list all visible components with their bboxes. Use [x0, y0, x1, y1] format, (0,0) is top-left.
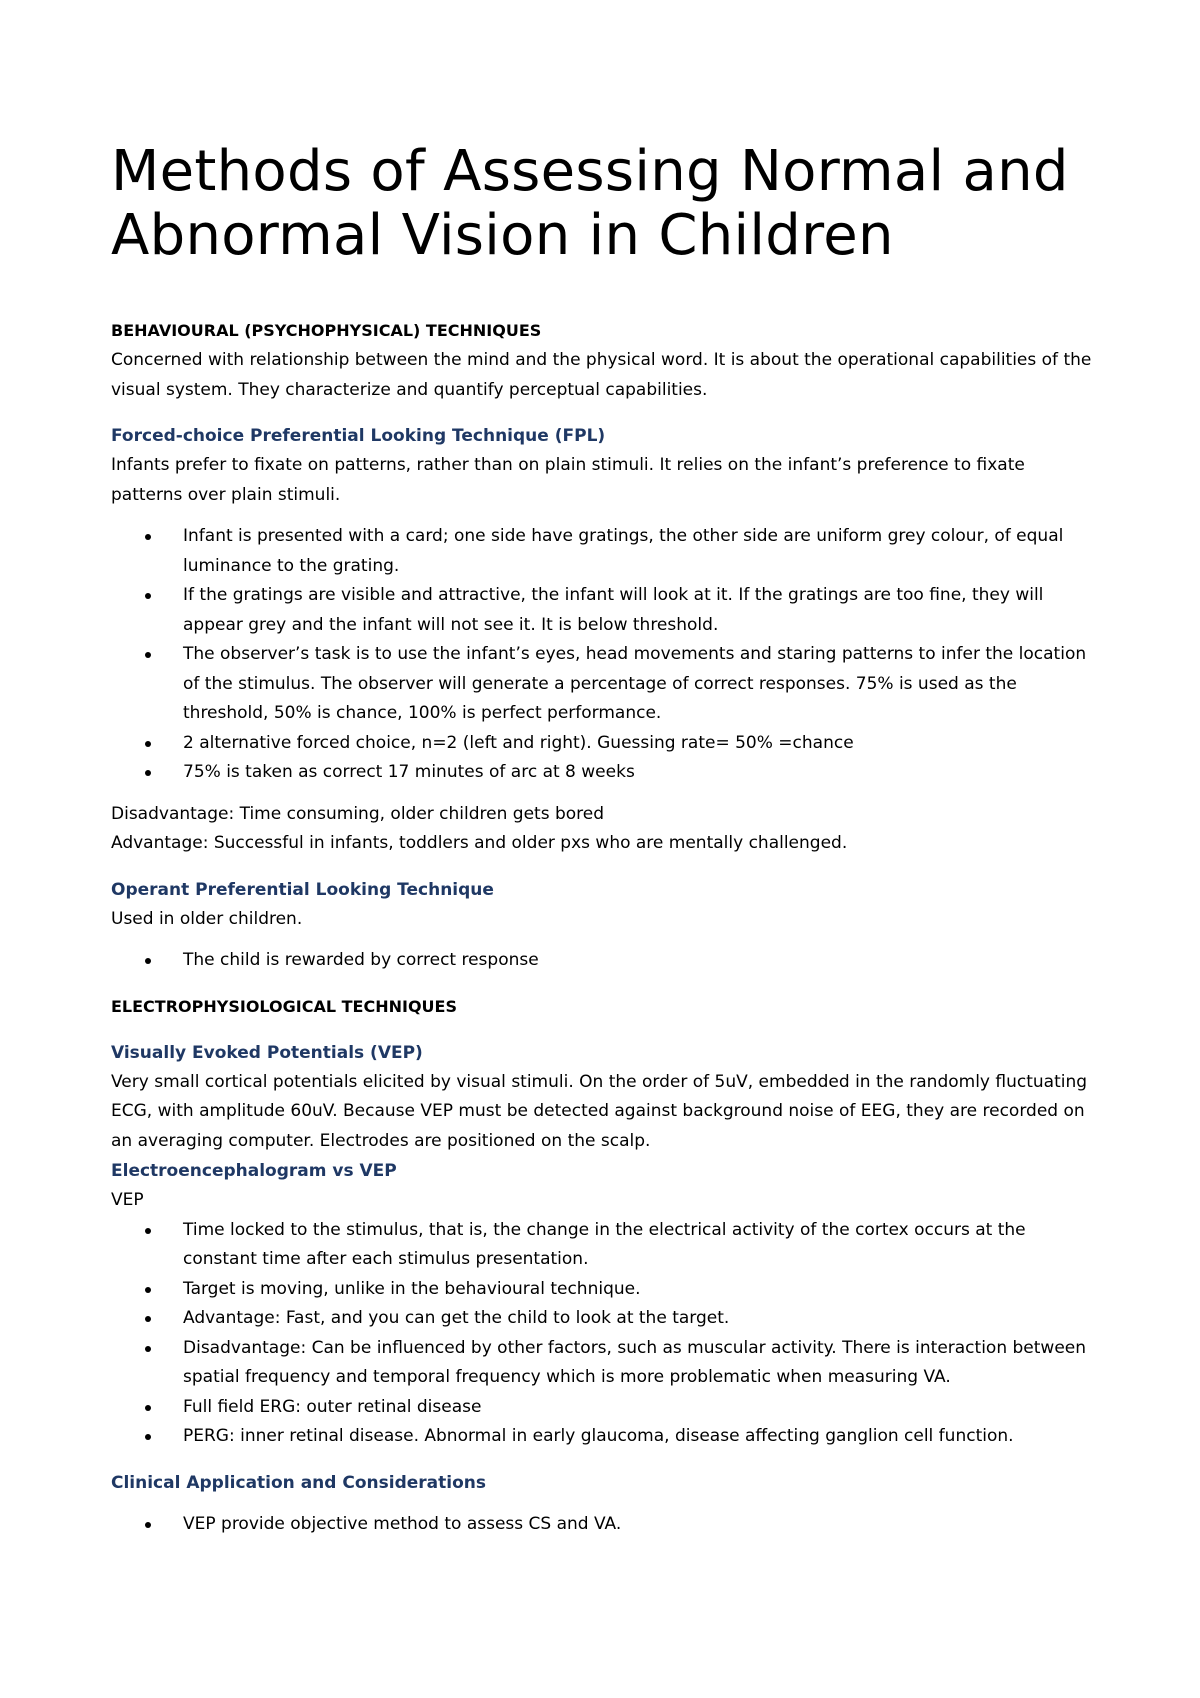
- list-item: Time locked to the stimulus, that is, the change in the electrical activity of the cortex occurs at the constant time after each stimulus presentation.: [111, 1216, 1101, 1275]
- operant-paragraph: Used in older children.: [111, 908, 303, 929]
- document-title: [111, 140, 1101, 268]
- list-item: 2 alternative forced choice, n=2 (left and right). Guessing rate= 50% =chance: [111, 729, 1101, 759]
- document-page: [111, 140, 1101, 1539]
- list-item: Advantage: Fast, and you can get the child to look at the target.: [111, 1304, 1101, 1334]
- list-item: Disadvantage: Can be influenced by other factors, such as muscular activity. There is interaction between spatial frequency and temporal frequency which is more problematic when measuring VA.: [111, 1334, 1101, 1393]
- behavioural-paragraph: Concerned with relationship between the mind and the physical word. It is about the operational capabilities of the visual system. They characterize and quantify perceptual capabilities.: [111, 350, 1092, 400]
- list-item: VEP provide objective method to assess CS and VA.: [111, 1510, 1101, 1540]
- clinical-heading: Clinical Application and Considerations: [111, 1472, 486, 1493]
- list-item: The child is rewarded by correct response: [111, 946, 1101, 976]
- title-line-2: Abnormal Vision in Children: [111, 203, 894, 268]
- vep-heading: Visually Evoked Potentials (VEP): [111, 1042, 423, 1063]
- list-item: If the gratings are visible and attractive, the infant will look at it. If the gratings are too fine, they will appear grey and the infant will not see it. It is below threshold.: [111, 581, 1101, 640]
- eeg-bullet-list: [111, 1216, 1101, 1452]
- bullet-icon: [145, 652, 151, 658]
- list-item: 75% is taken as correct 17 minutes of arc at 8 weeks: [111, 758, 1101, 788]
- eeg-heading: Electroencephalogram vs VEP: [111, 1161, 397, 1181]
- fpl-disadvantage: Disadvantage: Time consuming, older children gets bored: [111, 803, 605, 824]
- bullet-icon: [145, 1346, 151, 1352]
- electro-heading: ELECTROPHYSIOLOGICAL TECHNIQUES: [111, 996, 457, 1016]
- fpl-bullet-list: [111, 522, 1101, 788]
- operant-bullet-list: [111, 946, 1101, 976]
- bullet-icon: [145, 958, 151, 964]
- fpl-paragraph: Infants prefer to fixate on patterns, rather than on plain stimuli. It relies on the infant’s preference to fixate patterns over plain stimuli.: [111, 455, 1025, 505]
- bullet-icon: [145, 1287, 151, 1293]
- bullet-icon: [145, 593, 151, 599]
- list-item: Full field ERG: outer retinal disease: [111, 1393, 1101, 1423]
- vep-paragraph: Very small cortical potentials elicited by visual stimuli. On the order of 5uV, embedded in the randomly fluctuating ECG, with amplitude 60uV. Because VEP must be detected against background noise of EEG, they are recorded on an averaging computer. Electrodes are positioned on the scalp.: [111, 1071, 1088, 1151]
- eeg-paragraph: VEP: [111, 1190, 144, 1210]
- title-line-1: Methods of Assessing Normal and: [111, 139, 1069, 204]
- list-item: The observer’s task is to use the infant’s eyes, head movements and staring patterns to infer the location of the stimulus. The observer will generate a percentage of correct responses. 75% is used as the threshold, 50% is chance, 100% is perfect performance.: [111, 640, 1101, 729]
- behavioural-heading: BEHAVIOURAL (PSYCHOPHYSICAL) TECHNIQUES: [111, 321, 542, 340]
- list-item: Target is moving, unlike in the behavioural technique.: [111, 1275, 1101, 1305]
- operant-heading: Operant Preferential Looking Technique: [111, 879, 494, 900]
- bullet-icon: [145, 1316, 151, 1322]
- fpl-advantage: Advantage: Successful in infants, toddlers and older pxs who are mentally challenged.: [111, 833, 848, 853]
- fpl-heading: Forced-choice Preferential Looking Technique (FPL): [111, 426, 606, 446]
- bullet-icon: [145, 741, 151, 747]
- bullet-icon: [145, 1522, 151, 1528]
- clinical-bullet-list: [111, 1510, 1101, 1540]
- list-item: Infant is presented with a card; one side have gratings, the other side are uniform grey colour, of equal luminance to the grating.: [111, 522, 1101, 581]
- bullet-icon: [145, 1228, 151, 1234]
- bullet-icon: [145, 1434, 151, 1440]
- bullet-icon: [145, 534, 151, 540]
- list-item: PERG: inner retinal disease. Abnormal in early glaucoma, disease affecting ganglion cell function.: [111, 1422, 1101, 1452]
- bullet-icon: [145, 1405, 151, 1411]
- bullet-icon: [145, 770, 151, 776]
